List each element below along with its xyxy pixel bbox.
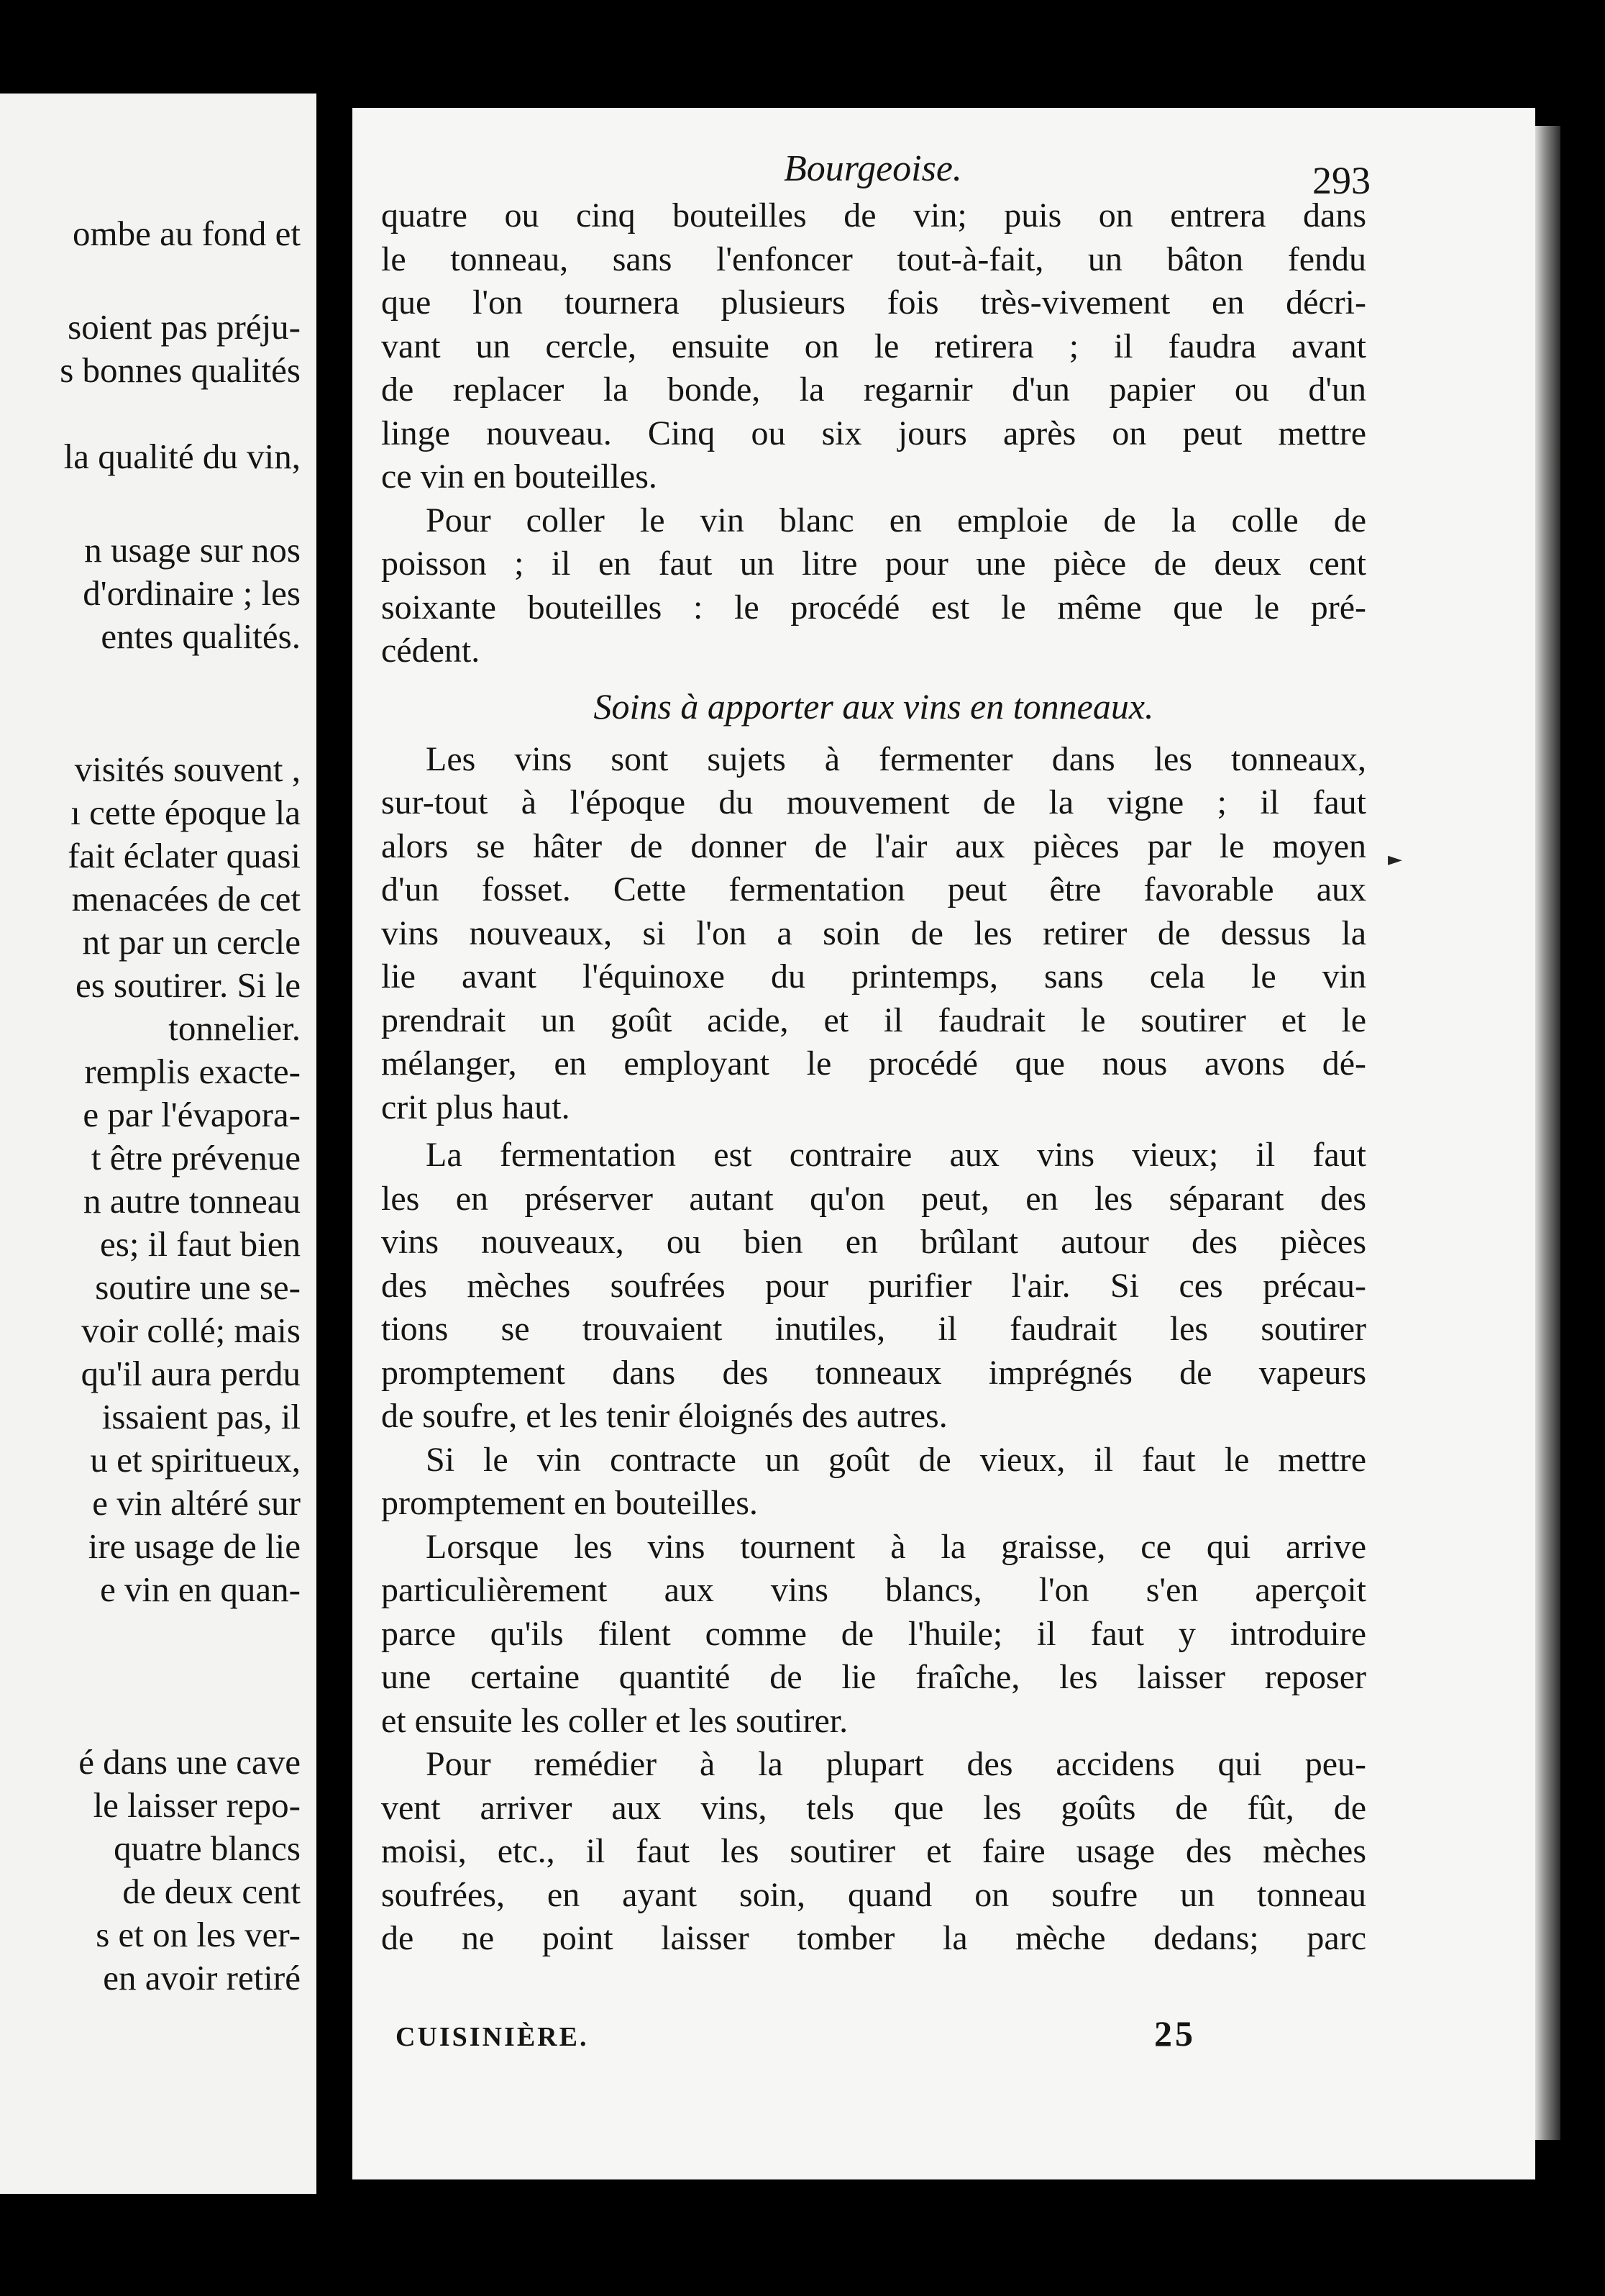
text-line: les en préserver autant qu'on peut, en les séparant des: [381, 1179, 1366, 1218]
left-line: ı cette époque la: [70, 793, 301, 832]
text-line: parce qu'ils filent comme de l'huile; il faut y introduire: [381, 1614, 1366, 1653]
text-line: sur-tout à l'époque du mouvement de la vigne ; il faut: [381, 783, 1366, 821]
margin-mark-icon: ►: [1388, 849, 1402, 870]
left-line: menacées de cet: [71, 879, 301, 919]
left-line: t être prévenue: [91, 1138, 301, 1177]
text-line: promptement dans des tonneaux imprégnés de vapeurs: [381, 1353, 1366, 1392]
left-line: tonnelier.: [168, 1008, 301, 1048]
text-line: prendrait un goût acide, et il faudrait le soutirer et le: [381, 1001, 1366, 1039]
left-line: n autre tonneau: [83, 1181, 301, 1221]
text-line: vins nouveaux, si l'on a soin de les retirer de dessus la: [381, 914, 1366, 952]
text-line: Les vins sont sujets à fermenter dans les tonneaux,: [426, 739, 1366, 778]
text-line: et ensuite les coller et les soutirer.: [381, 1701, 849, 1740]
left-line: fait éclater quasi: [68, 836, 301, 875]
left-line: es soutirer. Si le: [75, 965, 301, 1005]
left-line: n usage sur nos: [84, 530, 301, 570]
left-line: soutire une se-: [95, 1267, 301, 1307]
left-line: e vin altéré sur: [92, 1483, 301, 1523]
left-line: issaient pas, il: [101, 1397, 301, 1436]
text-line: linge nouveau. Cinq ou six jours après on peut mettre: [381, 414, 1366, 452]
text-line: une certaine quantité de lie fraîche, les laisser reposer: [381, 1658, 1366, 1696]
left-line: e vin en quan-: [100, 1570, 301, 1609]
text-line: de replacer la bonde, la regarnir d'un papier ou d'un: [381, 370, 1366, 409]
right-page: [352, 108, 1535, 2179]
text-line: vent arriver aux vins, tels que les goûts de fût, de: [381, 1788, 1366, 1827]
text-line: promptement en bouteilles.: [381, 1484, 758, 1522]
left-line: u et spiritueux,: [90, 1440, 301, 1480]
text-line: Lorsque les vins tournent à la graisse, ce qui arrive: [426, 1527, 1366, 1566]
left-line: en avoir retiré: [103, 1958, 301, 1997]
left-line: ombe au fond et: [72, 214, 301, 253]
left-line: é dans une cave: [78, 1742, 301, 1782]
text-line: Pour remédier à la plupart des accidens qui peu-: [426, 1745, 1366, 1783]
text-line: de ne point laisser tomber la mèche dedans; parc: [381, 1919, 1366, 1957]
gutter-shadow: [316, 94, 352, 2194]
text-line: le tonneau, sans l'enfoncer tout-à-fait, un bâton fendu: [381, 240, 1366, 278]
running-head: Bourgeoise.: [784, 148, 962, 189]
text-line: des mèches soufrées pour purifier l'air. Si ces précau-: [381, 1266, 1366, 1305]
left-line: soient pas préju-: [68, 307, 301, 347]
text-line: mélanger, en employant le procédé que nous avons dé-: [381, 1044, 1366, 1083]
text-line: quatre ou cinq bouteilles de vin; puis on entrera dans: [381, 196, 1366, 234]
left-line: s et on les ver-: [96, 1915, 301, 1954]
left-line: ire usage de lie: [88, 1526, 301, 1566]
text-line: poisson ; il en faut un litre pour une pièce de deux cent: [381, 545, 1366, 583]
text-line: cédent.: [381, 632, 480, 670]
left-line: la qualité du vin,: [63, 437, 301, 476]
left-page-fragment: [0, 94, 316, 2194]
section-heading: Soins à apporter aux vins en tonneaux.: [593, 685, 1154, 726]
signature-label: CUISINIÈRE.: [395, 2022, 589, 2052]
left-line: remplis exacte-: [84, 1052, 301, 1091]
text-line: alors se hâter de donner de l'air aux pièces par le moyen: [381, 826, 1366, 865]
left-line: e par l'évapora-: [83, 1095, 301, 1134]
left-line: qu'il aura perdu: [81, 1354, 301, 1393]
text-line: soufrées, en ayant soin, quand on soufre un tonneau: [381, 1875, 1366, 1914]
page-number: 293: [1312, 159, 1371, 202]
left-line: voir collé; mais: [81, 1311, 301, 1350]
left-line: nt par un cercle: [82, 922, 301, 962]
left-line: es; il faut bien: [100, 1224, 301, 1264]
text-line: crit plus haut.: [381, 1088, 570, 1126]
text-line: vant un cercle, ensuite on le retirera ; il faudra avant: [381, 327, 1366, 365]
text-line: d'un fosset. Cette fermentation peut être favorable aux: [381, 870, 1366, 908]
left-line: visités souvent ,: [74, 750, 301, 789]
text-line: Si le vin contracte un goût de vieux, il faut le mettre: [426, 1440, 1366, 1479]
left-line: de deux cent: [122, 1872, 301, 1911]
page-edge: [1535, 126, 1560, 2140]
text-line: de soufre, et les tenir éloignés des autres.: [381, 1397, 948, 1435]
signature-number: 25: [1154, 2013, 1196, 2054]
text-line: moisi, etc., il faut les soutirer et faire usage des mèches: [381, 1832, 1366, 1870]
text-line: ce vin en bouteilles.: [381, 457, 657, 496]
left-line: d'ordinaire ; les: [83, 573, 301, 613]
text-line: Pour coller le vin blanc en emploie de la colle de: [426, 501, 1366, 539]
text-line: soixante bouteilles : le procédé est le même que le pré-: [381, 588, 1366, 627]
text-line: lie avant l'équinoxe du printemps, sans cela le vin: [381, 957, 1366, 996]
left-line: quatre blancs: [114, 1828, 301, 1868]
text-line: que l'on tournera plusieurs fois très-vivement en décri-: [381, 283, 1366, 322]
left-line: le laisser repo-: [93, 1785, 301, 1825]
text-line: particulièrement aux vins blancs, l'on s'en aperçoit: [381, 1571, 1366, 1609]
text-line: tions se trouvaient inutiles, il faudrait les soutirer: [381, 1310, 1366, 1348]
left-line: entes qualités.: [101, 616, 301, 656]
text-line: La fermentation est contraire aux vins vieux; il faut: [426, 1136, 1366, 1174]
page-body: [381, 194, 1366, 1961]
left-line: s bonnes qualités: [60, 350, 301, 390]
text-line: vins nouveaux, ou bien en brûlant autour des pièces: [381, 1223, 1366, 1261]
